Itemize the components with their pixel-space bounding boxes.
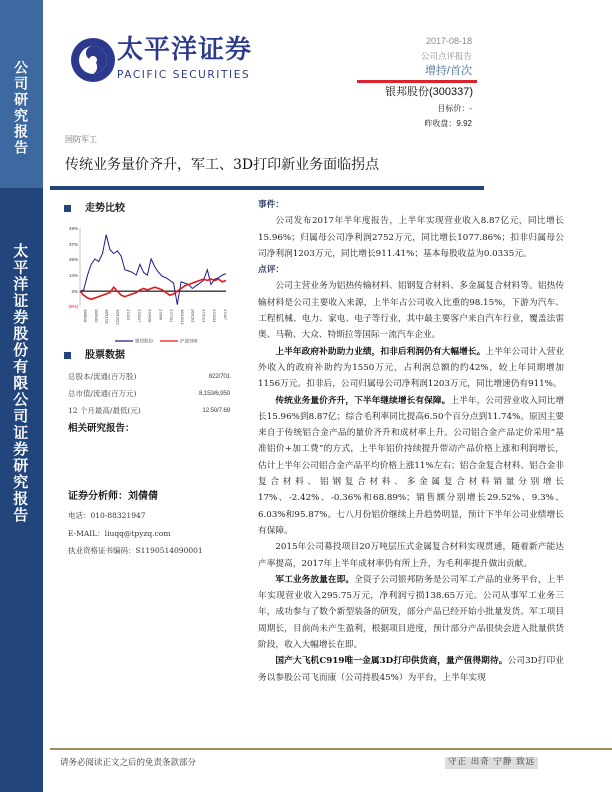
paragraph-text: 上半年公司计入营业外收入的政府补助约为1550万元，占利润总额的约42%，较上年同期增加1156万元。扣非后，公司归属母公司净利润1203万元，同比增速仍有911%。 <box>258 346 565 390</box>
stock-data-label: 总股本/流通(百万股) <box>68 372 137 381</box>
paragraph-business: 公司主营业务为铝热传输材料、铝钢复合材料、多金属复合材料等。铝热传输材料是公司主要收入来源，上半年占公司收入比重的98.15%，下游为汽车、工程机械、电力、家电、电子等行业，其中最主要客户来自汽车行业，覆盖法雷奥、马勒、大众、特斯拉等国际一流汽车企业。 <box>258 281 564 341</box>
series-line-stock <box>80 235 226 305</box>
y-tick-label: (9%) <box>68 304 78 309</box>
report-date: 2017-08-18 <box>425 36 472 46</box>
comment-label: 点评： <box>258 265 285 276</box>
y-tick-label: 14% <box>68 273 78 279</box>
x-tick-label: 16/12/2 <box>190 309 196 323</box>
stock-data-value: 12.50/7.69 <box>202 407 230 414</box>
stock-data-row <box>68 407 230 416</box>
x-tick-label: 16/11/11 <box>104 309 110 324</box>
event-paragraph: 公司发布2017年半年度报告，上半年实现营业收入8.87亿元，同比增长15.96%；归属母公司净利润2752万元，同比增长1077.86%；扣非归属母公司净利润1203万元，同比增长911.41%；基本每股收益为0.0335元。 <box>258 216 564 259</box>
stock-data-label: 12 个月最高/最低(元) <box>68 406 141 415</box>
x-tick-label: 17/2/24 <box>212 309 218 323</box>
paragraph-heading: 上半年政府补助助力业绩，扣非后利润仍有大幅增长。 <box>275 346 486 357</box>
x-tick-label: 17/7/21 <box>169 309 175 323</box>
x-tick-label: 17/4/28 <box>147 309 153 323</box>
x-tick-label: 16/12/23 <box>115 309 121 325</box>
trend-heading-text: 走势比较 <box>85 203 125 214</box>
disclaimer-note: 请务必阅读正文之后的免责条款部分 <box>60 758 197 768</box>
stock-name: 银邦股份(300337) <box>384 86 473 98</box>
stock-data-value: 8,153/6,950 <box>198 390 230 397</box>
header-divider <box>50 186 484 190</box>
paragraph-traditional <box>258 393 564 540</box>
legend-label: 银邦股份 <box>135 339 153 345</box>
company-slogan: 守正 出奇 宁静 致远 <box>445 757 538 769</box>
y-tick-label: 37% <box>68 242 78 248</box>
analyst-cert: 执业资格证书编码：S1190514090001 <box>68 546 203 555</box>
report-type: 公司点评报告 <box>420 51 472 61</box>
x-tick-label: 17/4/7 <box>223 309 228 321</box>
y-tick-label: 2% <box>71 289 78 295</box>
paragraph-heading: 军工业务放量在即。 <box>275 574 355 585</box>
paragraph-military <box>258 572 564 653</box>
trend-chart <box>60 220 240 348</box>
paragraph-text: 公司3D打印业务以参股公司飞而康（公司持股45%）为平台，上半年实现 <box>258 656 564 683</box>
report-body <box>258 197 564 686</box>
series-line-index <box>80 279 226 299</box>
analyst-email[interactable]: E-MAIL：liuqq@tpyzq.com <box>68 529 171 538</box>
report-title: 传统业务量价齐升，军工、3D打印新业务面临拐点 <box>65 157 380 173</box>
paragraph-text: 上半年，公司营业收入同比增长15.96%到8.87亿；综合毛利率同比提高6.50个百分点到11.74%。原因主要来自于传统铝合金产品的量价齐升和成材率上升。公司铝合金产品定价采用“基准铝价+加工费”的方式，上半年铝价持续提升带动产品价格上涨和利润增长，估计上半年公司铝合金产品平均价格上涨11%左右；铝合金复合材料、铝合金非复合材料、铝钢复合材料、多金属复合材料销量分别增长17%、-2.42%、-0.36%和68.89%；销售额分别增长29.52%、9.3%、6.03%和95.87%。七八月份铝价继续上升趋势明显，预计下半年公司业绩增长有保障。 <box>258 395 565 536</box>
y-tick-label: 26% <box>68 256 78 262</box>
legend-label: 沪深300 <box>180 339 198 345</box>
x-tick-label: 16/8/18 <box>83 309 88 323</box>
stock-data-label: 总市值/流通(百万元) <box>68 389 137 398</box>
related-reports-heading: 相关研究报告： <box>68 423 135 434</box>
paragraph-project: 2015年公司募投项目20万吨层压式金属复合材料实现贯通，随着新产能达产率提高，2017年上半年成材率仍有所上升，为毛利率提升做出贡献。 <box>258 542 564 569</box>
analyst-name: 证券分析师：刘倩倩 <box>68 491 158 502</box>
paragraph-heading: 国产大飞机C919唯一金属3D打印供货商，量产值得期待。 <box>275 656 508 667</box>
industry-label: 国防军工 <box>65 135 97 144</box>
paragraph-3d-printing <box>258 653 564 686</box>
event-label: 事件： <box>258 200 285 210</box>
y-tick-label: 49% <box>68 226 78 231</box>
x-tick-label: 16/10/21 <box>179 309 185 325</box>
sidebar-company-label: 太平洋证券股份有限公司证券研究报告 <box>11 243 30 524</box>
sidebar-report-label: 公司研究报告 <box>12 60 29 156</box>
prev-close: 昨收盘：9.92 <box>424 119 472 128</box>
logo-icon <box>55 12 115 102</box>
trend-heading <box>64 203 125 215</box>
stock-data-heading <box>64 350 125 362</box>
target-price: 目标价：- <box>437 104 472 113</box>
paragraph-heading: 传统业务量价齐升，下半年继续增长有保障。 <box>275 395 451 406</box>
x-tick-label: 17/6/9 <box>158 309 164 321</box>
x-tick-label: 17/1/13 <box>201 309 207 323</box>
bullet-square-icon <box>64 205 71 212</box>
rating: 增持/首次 <box>424 65 472 77</box>
x-tick-label: 16/9/30 <box>93 309 99 323</box>
logo-text-en: PACIFIC SECURITIES <box>117 69 251 81</box>
stock-data-value: 822/701 <box>208 373 230 380</box>
x-tick-label: 17/3/17 <box>136 309 142 323</box>
analyst-phone: 电话：010-88321947 <box>68 511 146 520</box>
stock-heading-text: 股票数据 <box>85 350 125 361</box>
footer-divider <box>50 748 612 750</box>
logo-text-cn: 太平洋证券 <box>117 35 253 65</box>
stock-data-row <box>68 390 230 399</box>
paragraph-subsidy <box>258 344 564 393</box>
x-tick-label: 17/2/3 <box>126 309 132 321</box>
bullet-square-icon <box>64 352 71 359</box>
paragraph-text: 全资子公司银邦防务是公司军工产品的业务平台，上半年实现营业收入295.75万元，净利润亏损138.65万元。公司从事军工业务三年，成功参与了数个新型装备的研发，部分产品已经开始小批量发货。军工项目周期长，目前尚未产生盈利，根据项目进度，预计部分产品很快会进入批量供货阶段，收入大幅增长在即。 <box>258 574 565 651</box>
stock-data-row <box>68 373 230 382</box>
rating-underline <box>357 80 477 83</box>
